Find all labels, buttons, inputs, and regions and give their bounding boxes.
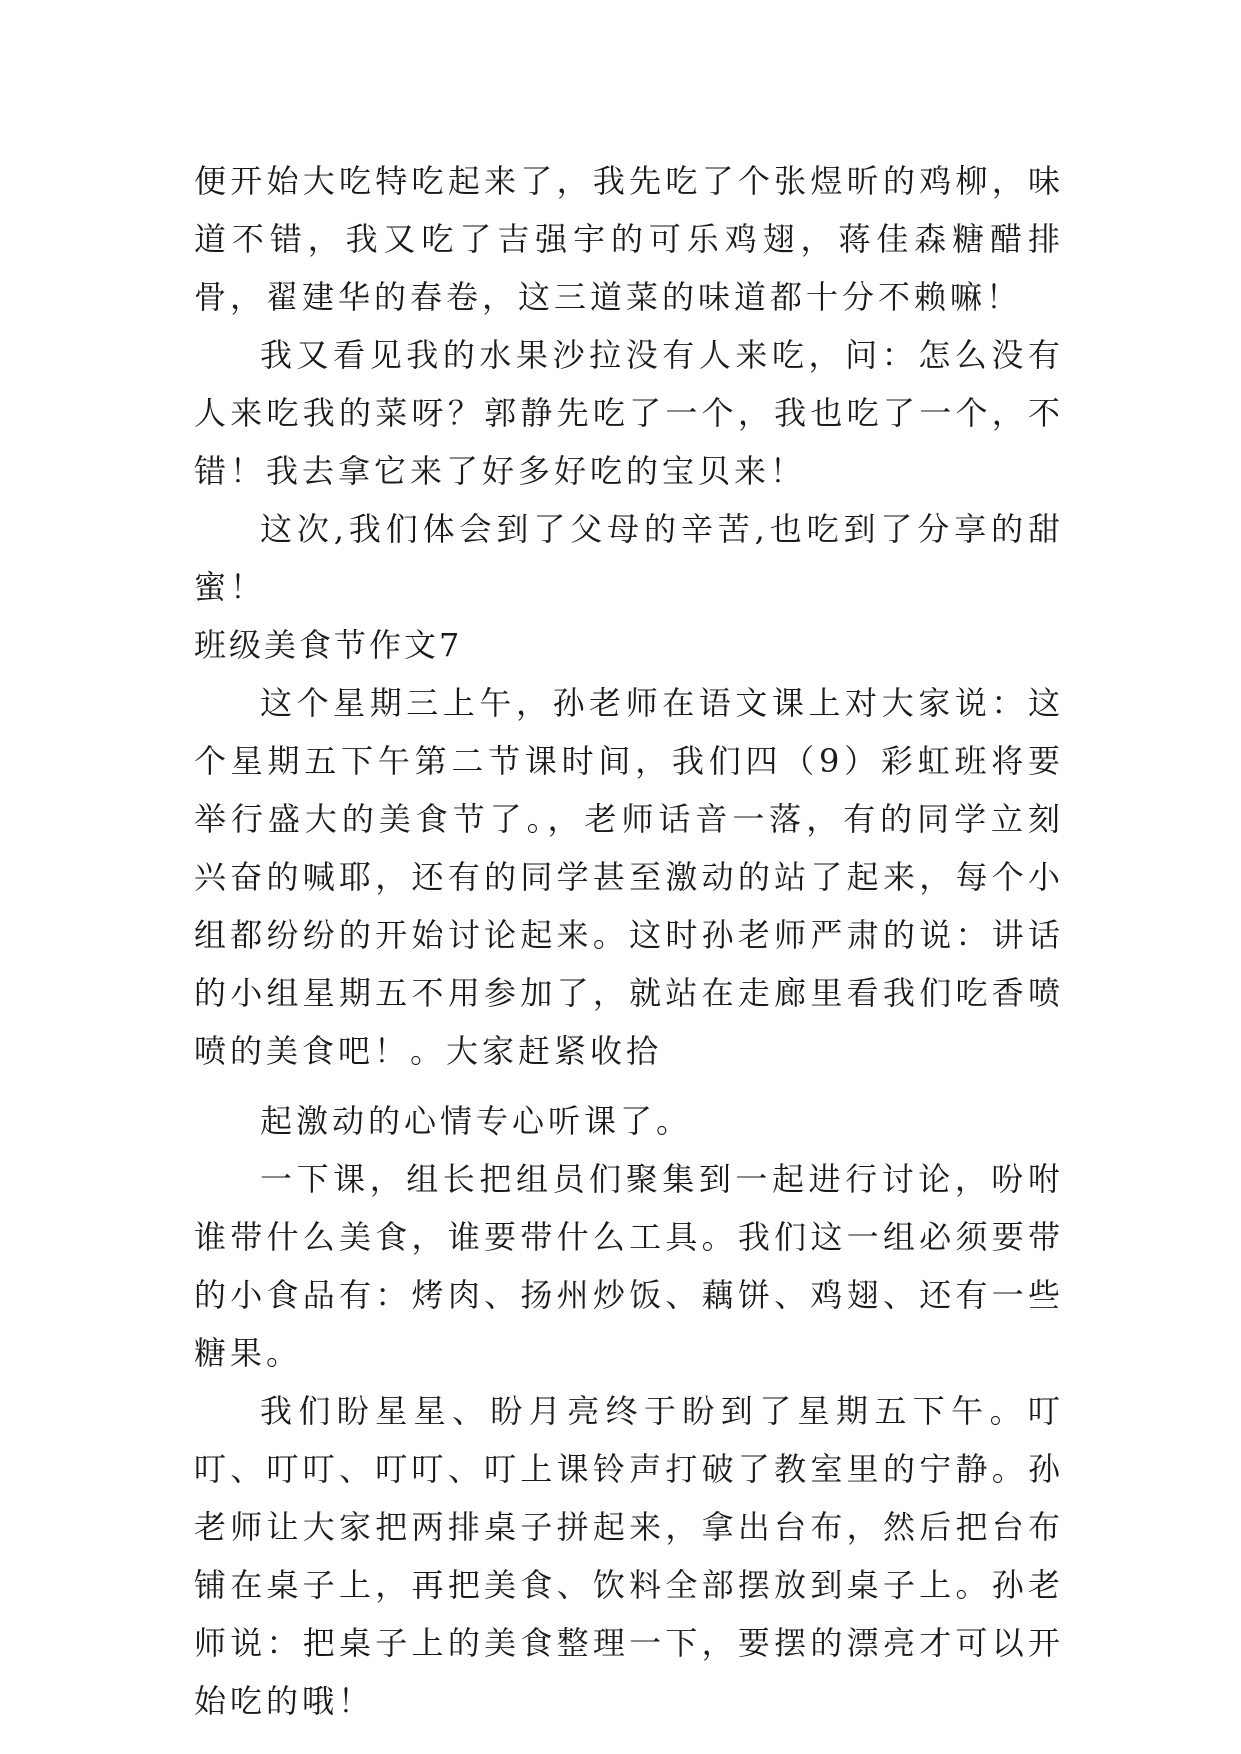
section-heading: 班级美食节作文7 — [194, 626, 463, 664]
paragraph-7: 我们盼星星、盼月亮终于盼到了星期五下午。叮叮、叮叮、叮叮、叮上课铃声打破了教室里的宁静。孙老师让大家把两排桌子拼起来，拿出台布，然后把台布铺在桌子上，再把美食、饮料全部摆放到桌子上。孙老师说：把桌子上的美食整理一下，要摆的漂亮才可以开始吃的哦！ — [194, 1392, 1064, 1720]
paragraph-2: 我又看见我的水果沙拉没有人来吃，问：怎么没有人来吃我的菜呀？郭静先吃了一个，我也吃了一个，不错！我去拿它来了好多好吃的宝贝来！ — [194, 336, 1064, 490]
paragraph-5: 起激动的心情专心听课了。 — [260, 1102, 693, 1140]
paragraph-4: 这个星期三上午，孙老师在语文课上对大家说：这个星期五下午第二节课时间，我们四（9）彩虹班将要举行盛大的美食节了。，老师话音一落，有的同学立刻兴奋的喊耶，还有的同学甚至激动的站了起来，每个小组都纷纷的开始讨论起来。这时孙老师严肃的说：讲话的小组星期五不用参加了，就站在走廊里看我们吃香喷喷的美食吧！。大家赶紧收拾 — [194, 684, 1064, 1070]
paragraph-3: 这次,我们体会到了父母的辛苦,也吃到了分享的甜蜜！ — [194, 510, 1064, 606]
document-body — [194, 152, 1064, 1730]
paragraph-6: 一下课，组长把组员们聚集到一起进行讨论，吩咐谁带什么美食，谁要带什么工具。我们这一组必须要带的小食品有：烤肉、扬州炒饭、藕饼、鸡翅、还有一些糖果。 — [194, 1160, 1064, 1372]
paragraph-1: 便开始大吃特吃起来了，我先吃了个张煜昕的鸡柳，味道不错，我又吃了吉强宇的可乐鸡翅，蒋佳森糖醋排骨，翟建华的春卷，这三道菜的味道都十分不赖嘛！ — [194, 162, 1064, 316]
